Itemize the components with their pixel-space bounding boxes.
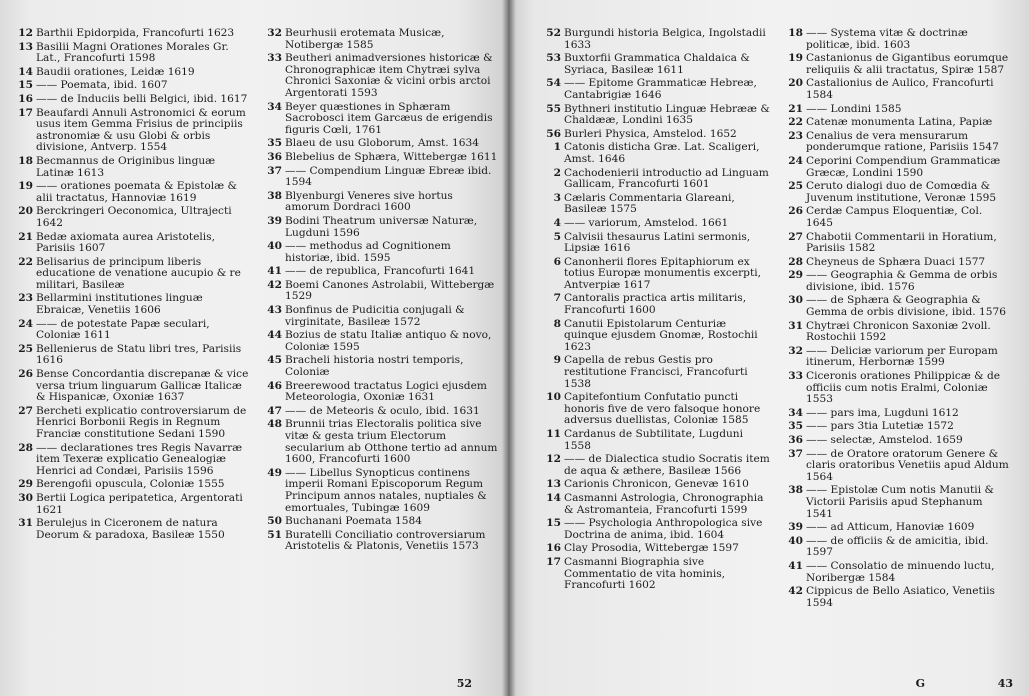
entry-number: 43 xyxy=(267,304,282,317)
entry-number: 17 xyxy=(18,106,33,119)
entry-text: Calvisii thesaurus Latini sermonis, Lipsiæ 1616 xyxy=(564,230,751,255)
catalog-entry xyxy=(780,156,1012,179)
catalog-entry xyxy=(780,117,1012,129)
catalog-entry xyxy=(780,485,1012,520)
catalog-entry xyxy=(538,129,770,141)
entry-text: Carionis Chronicon, Genevæ 1610 xyxy=(564,478,749,491)
entry-number: 31 xyxy=(788,319,803,332)
entry-number: 14 xyxy=(18,65,33,78)
catalog-entry xyxy=(259,166,498,189)
entry-number: 21 xyxy=(18,230,33,243)
catalog-entry xyxy=(538,392,770,427)
catalog-entry xyxy=(10,479,249,491)
catalog-entry xyxy=(780,321,1012,344)
catalog-entry xyxy=(780,408,1012,420)
entry-number: 37 xyxy=(788,447,803,460)
entry-number: 25 xyxy=(18,342,33,355)
catalog-entry xyxy=(259,102,498,137)
catalog-entry xyxy=(538,479,770,491)
catalog-entry xyxy=(10,319,249,342)
catalog-entry xyxy=(10,156,249,179)
entry-text: Buratelli Conciliatio controversiarum Aristotelis & Platonis, Venetiis 1573 xyxy=(285,528,486,553)
entry-number: 24 xyxy=(788,154,803,167)
entry-number: 30 xyxy=(788,294,803,307)
entry-number: 47 xyxy=(267,404,282,417)
entry-text: —— Epitome Grammaticæ Hebreæ, Cantabrigiæ 1646 xyxy=(564,77,757,101)
entry-number: 9 xyxy=(553,354,561,367)
entry-text: Cantoralis practica artis militaris, Francofurti 1600 xyxy=(564,292,747,317)
entry-number: 5 xyxy=(553,230,561,243)
catalog-entry xyxy=(538,293,770,316)
entry-text: Canutii Epistolarum Centuriæ quinque ejusdem Gnomæ, Rostochii 1623 xyxy=(564,317,758,353)
entry-text: —— pars 3tia Lutetiæ 1572 xyxy=(806,420,954,433)
entry-number: 41 xyxy=(788,559,803,572)
entry-text: Beyer quæstiones in Sphæram Sacrobosci item Garcæus de erigendis figuris Cœli, 1761 xyxy=(285,100,493,136)
entry-number: 35 xyxy=(788,420,803,433)
catalog-entry xyxy=(259,138,498,150)
entry-number: 20 xyxy=(788,77,803,90)
entry-number: 42 xyxy=(788,585,803,598)
catalog-entry xyxy=(259,280,498,303)
entry-text: Capitefontium Confutatio puncti honoris five de vero falsoque honore adversus duellistas, Coloniæ 1585 xyxy=(564,391,761,427)
entry-text: Burleri Physica, Amstelod. 1652 xyxy=(564,127,737,140)
entry-number: 16 xyxy=(546,542,561,555)
entry-text: Blyenburgi Veneres sive hortus amorum Dordraci 1600 xyxy=(285,189,453,214)
catalog-entry xyxy=(780,435,1012,447)
entry-number: 22 xyxy=(18,255,33,268)
catalog-entry xyxy=(538,193,770,216)
catalog-entry xyxy=(780,181,1012,204)
catalog-entry xyxy=(259,330,498,353)
entry-number: 4 xyxy=(553,216,561,229)
entry-number: 51 xyxy=(267,528,282,541)
entry-text: —— Epistolæ Cum notis Manutii & Victorii Parisiis apud Stephanum 1541 xyxy=(806,484,994,520)
catalog-entry xyxy=(780,232,1012,255)
entry-number: 35 xyxy=(267,137,282,150)
entry-number: 25 xyxy=(788,180,803,193)
entry-text: Casmanni Biographia sive Commentatio de vita hominis, Francofurti 1602 xyxy=(564,555,726,592)
catalog-entry xyxy=(780,522,1012,534)
entry-text: —— Systema vitæ & doctrinæ politicæ, ibid. 1603 xyxy=(806,27,968,51)
catalog-entry xyxy=(10,257,249,292)
catalog-entry xyxy=(259,381,498,404)
entry-number: 2 xyxy=(553,166,561,179)
entry-text: —— Compendium Linguæ Ebreæ ibid. 1594 xyxy=(285,164,492,189)
entry-text: Cheyneus de Sphæra Duaci 1577 xyxy=(806,255,986,268)
entry-text: —— de Meteoris & oculo, ibid. 1631 xyxy=(285,404,480,417)
entry-number: 34 xyxy=(267,100,282,113)
entry-text: —— de Oratore oratorum Genere & claris oratoribus Venetiis apud Aldum 1564 xyxy=(806,447,1009,483)
entry-text: Becmannus de Originibus linguæ Latinæ 1613 xyxy=(36,154,216,179)
catalog-entry xyxy=(10,232,249,255)
entry-text: Cardanus de Subtilitate, Lugduni 1558 xyxy=(564,428,744,452)
entry-number: 39 xyxy=(267,214,282,227)
entry-number: 26 xyxy=(788,205,803,218)
entry-text: Bense Concordantia discrepanæ & vice versa trium linguarum Gallicæ Italicæ & Hispanicæ, Oxoniæ 1637 xyxy=(36,368,249,404)
catalog-entry xyxy=(538,78,770,101)
left-page xyxy=(0,0,508,696)
entry-text: Bellenierus de Statu libri tres, Parisiis 1616 xyxy=(36,342,242,367)
entry-text: Clay Prosodia, Wittebergæ 1597 xyxy=(564,542,739,555)
entry-number: 33 xyxy=(267,52,282,65)
catalog-entry xyxy=(538,557,770,592)
entry-number: 13 xyxy=(546,478,561,491)
catalog-entry xyxy=(538,493,770,516)
entry-text: Bythneri institutio Linguæ Hebrææ & Chaldææ, Londini 1635 xyxy=(564,102,770,127)
entry-number: 23 xyxy=(788,129,803,142)
catalog-entry xyxy=(780,257,1012,269)
entry-text: Cippicus de Bello Asiatico, Venetiis 1594 xyxy=(806,585,995,609)
entry-number: 12 xyxy=(546,453,561,466)
left-column-2 xyxy=(259,28,498,555)
entry-number: 12 xyxy=(18,27,33,39)
entry-number: 37 xyxy=(267,164,282,177)
entry-number: 11 xyxy=(546,428,561,440)
entry-text: Brunnii trias Electoralis politica sive vitæ & gesta trium Electorum secularium ab Otthone tertio ad annum 1600, Francofurti 1600 xyxy=(285,418,498,466)
entry-text: —— de Induciis belli Belgici, ibid. 1617 xyxy=(36,92,248,105)
entry-number: 19 xyxy=(788,52,803,65)
entry-number: 44 xyxy=(267,329,282,342)
catalog-entry xyxy=(538,218,770,230)
catalog-entry xyxy=(780,449,1012,484)
catalog-entry xyxy=(10,493,249,516)
entry-number: 33 xyxy=(788,370,803,383)
entry-text: Castalionius de Aulico, Francofurti 1584 xyxy=(806,77,994,101)
catalog-entry xyxy=(780,78,1012,101)
catalog-entry xyxy=(259,216,498,239)
entry-text: Cerdæ Campus Eloquentiæ, Col. 1645 xyxy=(806,205,983,229)
entry-number: 1 xyxy=(553,141,561,154)
entry-number: 40 xyxy=(267,240,282,253)
entry-number: 50 xyxy=(267,515,282,528)
entry-number: 28 xyxy=(18,441,33,454)
entry-text: Breerewood tractatus Logici ejusdem Meteorologia, Oxoniæ 1631 xyxy=(285,379,487,404)
catalog-entry xyxy=(10,443,249,478)
entry-text: Beutheri animadversiones historicæ & Chronographicæ item Chytræi sylva Chronici Saxoniæ & vicini orbis arctoi Argentorati 1593 xyxy=(285,52,493,99)
entry-text: Beurhusii erotemata Musicæ, Notibergæ 1585 xyxy=(285,27,445,51)
catalog-entry xyxy=(780,561,1012,584)
entry-text: Berengofii opuscula, Coloniæ 1555 xyxy=(36,478,225,491)
catalog-entry xyxy=(10,80,249,92)
entry-number: 56 xyxy=(546,127,561,140)
entry-text: Ciceronis orationes Philippicæ & de officiis cum notis Eralmi, Coloniæ 1553 xyxy=(806,370,1001,406)
catalog-entry xyxy=(10,108,249,154)
entry-text: Bercheti explicatio controversiarum de Henrici Borbonii Regis in Regnum Franciæ constitutione Sedani 1590 xyxy=(36,404,247,440)
catalog-entry xyxy=(10,406,249,441)
catalog-entry xyxy=(10,518,249,541)
catalog-entry xyxy=(780,586,1012,609)
catalog-entry xyxy=(259,468,498,514)
catalog-entry xyxy=(10,206,249,229)
entry-number: 29 xyxy=(18,478,33,491)
entry-text: Buchanani Poemata 1584 xyxy=(285,515,423,528)
entry-number: 13 xyxy=(18,40,33,53)
catalog-entry xyxy=(538,355,770,390)
entry-number: 27 xyxy=(788,230,803,243)
catalog-entry xyxy=(538,454,770,477)
entry-text: Canonherii flores Epitaphiorum ex totius Europæ monumentis excerpti, Antverpiæ 1617 xyxy=(564,255,761,291)
entry-text: Bonfinus de Pudicitia conjugali & virginitate, Basileæ 1572 xyxy=(285,304,465,328)
catalog-entry xyxy=(780,270,1012,293)
catalog-entry xyxy=(259,516,498,528)
catalog-entry xyxy=(259,406,498,418)
catalog-entry xyxy=(259,152,498,164)
entry-number: 38 xyxy=(788,484,803,497)
entry-number: 27 xyxy=(18,404,33,417)
entry-number: 14 xyxy=(546,491,561,504)
entry-number: 22 xyxy=(788,116,803,129)
entry-text: Basilii Magni Orationes Morales Gr. Lat., Francofurti 1598 xyxy=(36,40,229,65)
catalog-entry xyxy=(10,344,249,367)
entry-number: 41 xyxy=(267,265,282,278)
entry-number: 46 xyxy=(267,379,282,392)
entry-text: Capella de rebus Gestis pro restitutione Francisci, Francofurti 1538 xyxy=(564,354,748,390)
entry-text: Bellarmini institutiones linguæ Ebraicæ, Venetiis 1606 xyxy=(36,292,203,317)
entry-number: 7 xyxy=(553,292,561,305)
entry-text: —— de officiis & de amicitia, ibid. 1597 xyxy=(806,534,989,559)
catalog-entry xyxy=(538,142,770,165)
entry-text: Castanionus de Gigantibus eorumque reliquiis & alii tractatus, Spiræ 1587 xyxy=(806,52,1009,76)
entry-number: 15 xyxy=(546,517,561,530)
entry-number: 6 xyxy=(553,255,561,268)
entry-text: —— Consolatio de minuendo luctu, Noribergæ 1584 xyxy=(806,559,995,584)
entry-number: 52 xyxy=(546,27,561,39)
catalog-entry xyxy=(259,28,498,51)
catalog-entry xyxy=(10,369,249,404)
entry-text: Cenalius de vera mensurarum ponderumque ratione, Parisiis 1547 xyxy=(806,129,999,154)
catalog-entry xyxy=(780,536,1012,559)
entry-number: 34 xyxy=(788,406,803,419)
entry-text: —— selectæ, Amstelod. 1659 xyxy=(806,434,963,446)
entry-text: Ceporini Compendium Grammaticæ Græcæ, Londini 1590 xyxy=(806,154,1001,179)
entry-number: 32 xyxy=(788,344,803,357)
catalog-entry xyxy=(538,257,770,292)
right-page-columns xyxy=(538,28,1017,611)
entry-text: Barthii Epidorpida, Francofurti 1623 xyxy=(36,27,235,39)
catalog-entry xyxy=(780,28,1012,51)
entry-number: 54 xyxy=(546,77,561,90)
entry-number: 8 xyxy=(553,317,561,330)
entry-number: 17 xyxy=(546,555,561,568)
entry-text: —— methodus ad Cognitionem historiæ, ibid. 1595 xyxy=(285,240,451,264)
left-page-number: 52 xyxy=(456,677,472,690)
entry-number: 55 xyxy=(546,102,561,115)
catalog-entry xyxy=(538,53,770,76)
catalog-entry xyxy=(10,67,249,79)
catalog-entry xyxy=(538,429,770,452)
entry-number: 21 xyxy=(788,102,803,115)
entry-text: —— de republica, Francofurti 1641 xyxy=(285,265,476,278)
entry-text: Beaufardi Annuli Astronomici & eorum usus item Gemma Frisius de principiis astronomiæ & usu Globi & orbis divisione, Antverp. 1554 xyxy=(36,106,246,154)
entry-number: 3 xyxy=(553,191,561,204)
entry-number: 38 xyxy=(267,189,282,202)
entry-number: 16 xyxy=(18,92,33,105)
right-column-2 xyxy=(780,28,1012,611)
catalog-entry xyxy=(10,42,249,65)
entry-text: Bozius de statu Italiæ antiquo & novo, Coloniæ 1595 xyxy=(285,329,492,353)
entry-text: —— orationes poemata & Epistolæ & alii tractatus, Hannoviæ 1619 xyxy=(36,180,237,204)
catalog-entry xyxy=(10,181,249,204)
entry-number: 19 xyxy=(18,180,33,193)
catalog-entry xyxy=(780,346,1012,369)
entry-text: —— Deliciæ variorum per Europam itinerum, Herbornæ 1599 xyxy=(806,344,998,369)
entry-number: 20 xyxy=(18,205,33,218)
catalog-entry xyxy=(538,104,770,127)
entry-text: Ceruto dialogi duo de Comœdia & Juvenum institutione, Veronæ 1595 xyxy=(806,180,997,204)
entry-text: —— ad Atticum, Hanoviæ 1609 xyxy=(806,521,975,534)
right-column-1 xyxy=(538,28,770,611)
entry-number: 32 xyxy=(267,27,282,39)
entry-text: Buxtorfii Grammatica Chaldaica & Syriaca, Basileæ 1611 xyxy=(564,52,750,76)
catalog-entry xyxy=(780,421,1012,433)
entry-text: Catenæ monumenta Latina, Papiæ xyxy=(806,116,993,129)
entry-number: 28 xyxy=(788,255,803,268)
catalog-entry xyxy=(538,232,770,255)
entry-number: 49 xyxy=(267,466,282,479)
catalog-entry xyxy=(259,419,498,465)
entry-number: 18 xyxy=(18,154,33,167)
entry-text: Casmanni Astrologia, Chronographia & Astromanteia, Francofurti 1599 xyxy=(564,491,764,516)
entry-text: Belisarius de principum liberis educatione de venatione aucupio & re militari, Basileæ xyxy=(36,255,241,291)
entry-text: Bodini Theatrum universæ Naturæ, Lugduni 1596 xyxy=(285,214,478,239)
entry-text: Baudii orationes, Leidæ 1619 xyxy=(36,65,195,78)
entry-text: Cachodenierii introductio ad Linguam Gallicam, Francofurti 1601 xyxy=(564,166,769,191)
entry-number: 10 xyxy=(546,391,561,404)
entry-number: 42 xyxy=(267,278,282,291)
catalog-entry xyxy=(259,305,498,328)
entry-text: Catonis disticha Græ. Lat. Scaligeri, Amst. 1646 xyxy=(564,141,760,165)
entry-number: 40 xyxy=(788,534,803,547)
entry-text: —— de Sphæra & Geographia & Gemma de orbis divisione, ibid. 1576 xyxy=(806,294,1006,319)
entry-text: Berckringeri Oeconomica, Ultrajecti 1642 xyxy=(36,205,232,229)
entry-text: Bertii Logica peripatetica, Argentorati 1621 xyxy=(36,491,243,516)
entry-text: Boemi Canones Astrolabii, Wittebergæ 1529 xyxy=(285,278,495,303)
catalog-entry xyxy=(780,206,1012,229)
entry-text: —— Geographia & Gemma de orbis divisione, ibid. 1576 xyxy=(806,269,998,293)
signature-mark: G xyxy=(915,677,925,690)
catalog-entry xyxy=(10,293,249,316)
right-page xyxy=(508,0,1029,696)
entry-number: 31 xyxy=(18,517,33,530)
entry-text: —— Psychologia Anthropologica sive Doctrina de anima, ibid. 1604 xyxy=(564,517,763,541)
catalog-entry xyxy=(780,131,1012,154)
entry-number: 23 xyxy=(18,292,33,305)
catalog-entry xyxy=(259,53,498,99)
entry-text: Blebelius de Sphæra, Wittebergæ 1611 xyxy=(285,150,498,163)
entry-text: Cælaris Commentaria Glareani, Basileæ 1575 xyxy=(564,191,735,216)
entry-text: Chabotii Commentarii in Horatium, Parisiis 1582 xyxy=(806,230,997,255)
catalog-entry xyxy=(259,191,498,214)
entry-text: —— de Dialectica studio Socratis item de aqua & æthere, Basileæ 1566 xyxy=(564,453,770,477)
entry-text: —— Libellus Synopticus continens imperii Romani Episcoporum Regum Principum annos natales, nuptiales & emortuales, Tubingæ 1609 xyxy=(285,466,487,514)
catalog-entry xyxy=(538,319,770,354)
entry-text: —— declarationes tres Regis Navarræ item Texeræ explicatio Genealogiæ Henrici ad Condæi, Parisiis 1596 xyxy=(36,441,243,477)
entry-text: Berulejus in Ciceronem de natura Deorum & paradoxa, Basileæ 1550 xyxy=(36,517,225,541)
entry-number: 15 xyxy=(18,79,33,92)
catalog-entry xyxy=(780,371,1012,406)
catalog-entry xyxy=(780,53,1012,76)
catalog-entry xyxy=(259,241,498,264)
catalog-entry xyxy=(259,266,498,278)
entry-number: 26 xyxy=(18,368,33,381)
entry-text: —— Londini 1585 xyxy=(806,102,902,115)
catalog-entry xyxy=(259,355,498,378)
catalog-entry xyxy=(10,94,249,106)
entry-text: —— variorum, Amstelod. 1661 xyxy=(564,216,729,229)
catalog-entry xyxy=(780,295,1012,318)
entry-number: 24 xyxy=(18,317,33,330)
entry-text: —— de potestate Papæ seculari, Coloniæ 1611 xyxy=(36,317,210,342)
entry-text: Burgundi historia Belgica, Ingolstadii 1633 xyxy=(564,27,766,51)
entry-text: —— pars ima, Lugduni 1612 xyxy=(806,406,959,419)
entry-text: —— Poemata, ibid. 1607 xyxy=(36,79,168,92)
catalog-entry xyxy=(538,543,770,555)
catalog-entry xyxy=(538,168,770,191)
right-page-number: 43 xyxy=(997,677,1013,690)
entry-number: 36 xyxy=(267,150,282,163)
entry-number: 36 xyxy=(788,434,803,446)
catalog-entry xyxy=(259,530,498,553)
entry-number: 53 xyxy=(546,52,561,65)
catalog-entry xyxy=(538,28,770,51)
entry-number: 45 xyxy=(267,354,282,367)
entry-number: 30 xyxy=(18,491,33,504)
entry-text: Blaeu de usu Globorum, Amst. 1634 xyxy=(285,137,479,150)
entry-text: Bracheli historia nostri temporis, Coloniæ xyxy=(285,354,464,379)
left-page-columns xyxy=(10,28,498,555)
catalog-entry xyxy=(780,104,1012,116)
catalog-entry xyxy=(10,28,249,40)
entry-text: Chytræi Chronicon Saxoniæ 2voll. Rostochii 1592 xyxy=(806,319,991,344)
entry-number: 39 xyxy=(788,521,803,534)
left-column-1 xyxy=(10,28,249,555)
entry-number: 18 xyxy=(788,27,803,39)
entry-number: 48 xyxy=(267,418,282,431)
entry-number: 29 xyxy=(788,269,803,282)
entry-text: Bedæ axiomata aurea Aristotelis, Parisiis 1607 xyxy=(36,230,215,255)
catalog-entry xyxy=(538,518,770,541)
